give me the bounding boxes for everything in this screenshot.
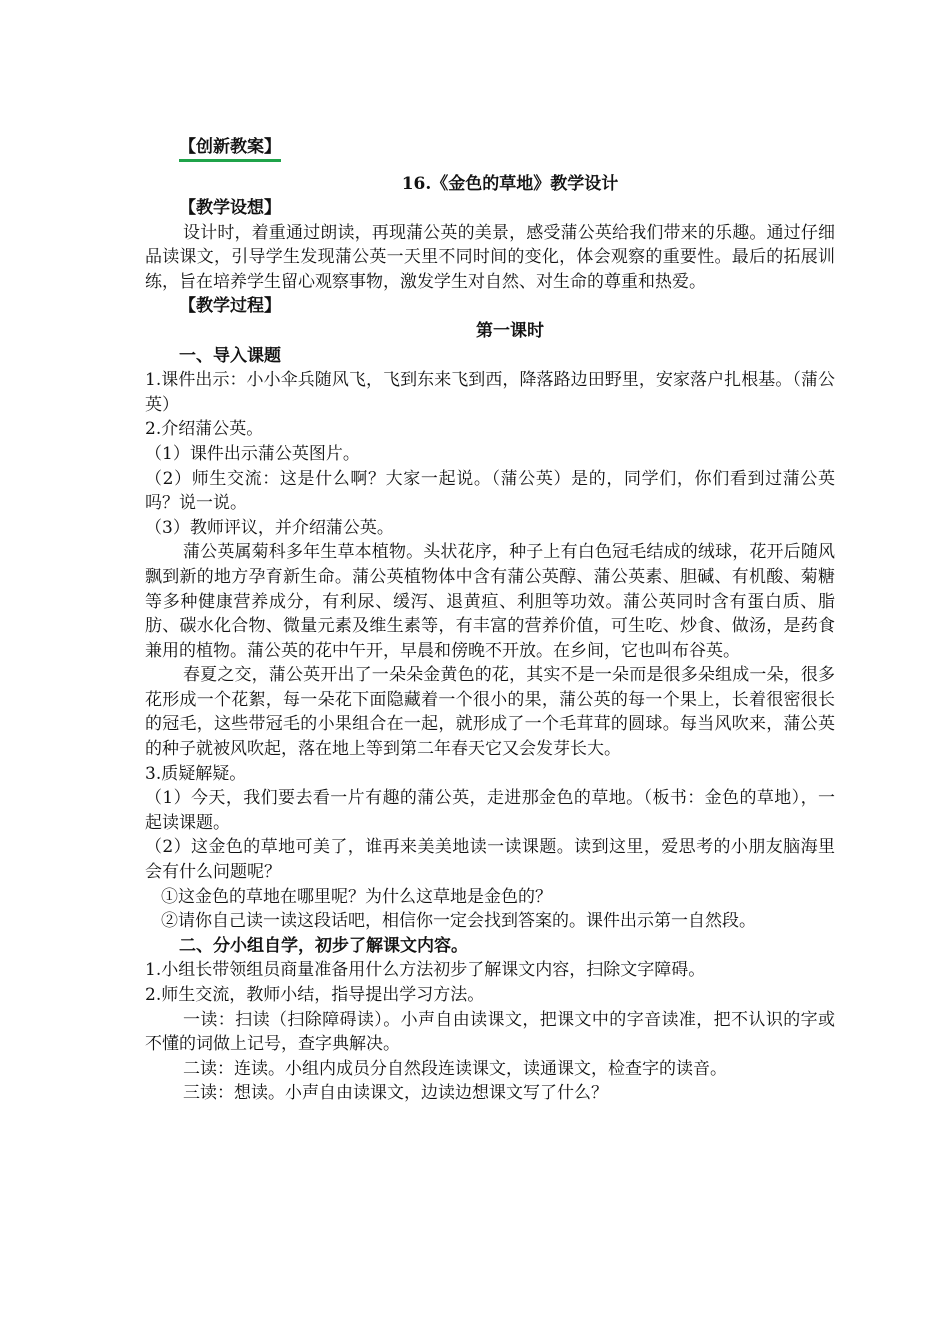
s1-item3: 3.质疑解疑。 [145,763,247,784]
s1-item2: 2.介绍蒲公英。 [145,419,264,440]
s1-para2: 春夏之交，蒲公英开出了一朵朵金黄色的花，其实不是一朵而是很多朵组成一朵，很多花形成一个花絮，每一朵花下面隐藏着一个很小的果，蒲公英的每一个果上，长着很密很长的冠毛，这些带冠毛的小果组合在一起，就形成了一个毛茸茸的圆球。每当风吹来，蒲公英的种子就被风吹起，落在地上等到第二年春天它又会发芽长大。 [145,665,835,760]
s1-para1: 蒲公英属菊科多年生草本植物。头状花序，种子上有白色冠毛结成的绒球，花开后随风飘到新的地方孕育新生命。蒲公英植物体中含有蒲公英醇、蒲公英素、胆碱、有机酸、菊糖等多种健康营养成分，有利尿、缓泻、退黄疸、利胆等功效。蒲公英同时含有蛋白质、脂肪、碳水化合物、微量元素及维生素等，有丰富的营养价值，可生吃、炒食、做汤，是药食兼用的植物。蒲公英的花中午开，早晨和傍晚不开放。在乡间，它也叫布谷英。 [145,542,835,661]
s1-item1: 1.课件出示：小小伞兵随风飞，飞到东来飞到西，降落路边田野里，安家落户扎根基。（蒲公英） [145,370,835,415]
design-text: 设计时，着重通过朗读，再现蒲公英的美景，感受蒲公英给我们带来的乐趣。通过仔细品读课文，引导学生发现蒲公英一天里不同时间的变化，体会观察的重要性。最后的拓展训练，旨在培养学生留心观察事物，激发学生对自然、对生命的尊重和热爱。 [145,222,835,292]
innovation-tag: 【创新教案】 [179,136,281,162]
process-heading: 【教学过程】 [179,296,281,317]
s2-read3: 三读：想读。小声自由读课文，边读边想课文写了什么？ [183,1083,608,1104]
lesson-heading: 第一课时 [476,320,544,341]
s1-item3-2: （2）这金色的草地可美了，谁再来美美地读一读课题。读到这里，爱思考的小朋友脑海里会有什么问题呢？ [145,837,835,883]
s2-read2: 二读：连读。小组内成员分自然段连读课文，读通课文，检查字的读音。 [183,1058,727,1079]
s1-item2-1: （1）课件出示蒲公英图片。 [145,443,360,464]
design-heading: 【教学设想】 [179,198,281,218]
tag-line [145,136,835,162]
section2-heading: 二、分小组自学，初步了解课文内容。 [179,935,468,956]
section1-heading: 一、导入课题 [179,345,281,366]
s1-question1: ①这金色的草地在哪里呢？为什么这草地是金色的？ [161,886,552,907]
s1-item2-2: （2）师生交流：这是什么啊？大家一起说。（蒲公英）是的，同学们，你们看到过蒲公英吗？说一说。 [145,468,835,514]
document-title: 16.《金色的草地》教学设计 [401,174,619,194]
s2-item2: 2.师生交流，教师小结，指导提出学习方法。 [145,985,485,1005]
document-page [145,136,835,1106]
s1-item2-3: （3）教师评议，并介绍蒲公英。 [145,517,394,538]
s1-item3-1: （1）今天，我们要去看一片有趣的蒲公英，走进那金色的草地。（板书：金色的草地），一起读课题。 [145,788,835,833]
s2-item1: 1.小组长带领组员商量准备用什么方法初步了解课文内容，扫除文字障碍。 [145,960,706,981]
s2-read1: 一读：扫读（扫除障碍读）。小声自由读课文，把课文中的字音读准，把不认识的字或不懂的词做上记号，查字典解决。 [145,1009,835,1055]
s1-question2: ②请你自己读一读这段话吧，相信你一定会找到答案的。课件出示第一自然段。 [161,911,756,932]
